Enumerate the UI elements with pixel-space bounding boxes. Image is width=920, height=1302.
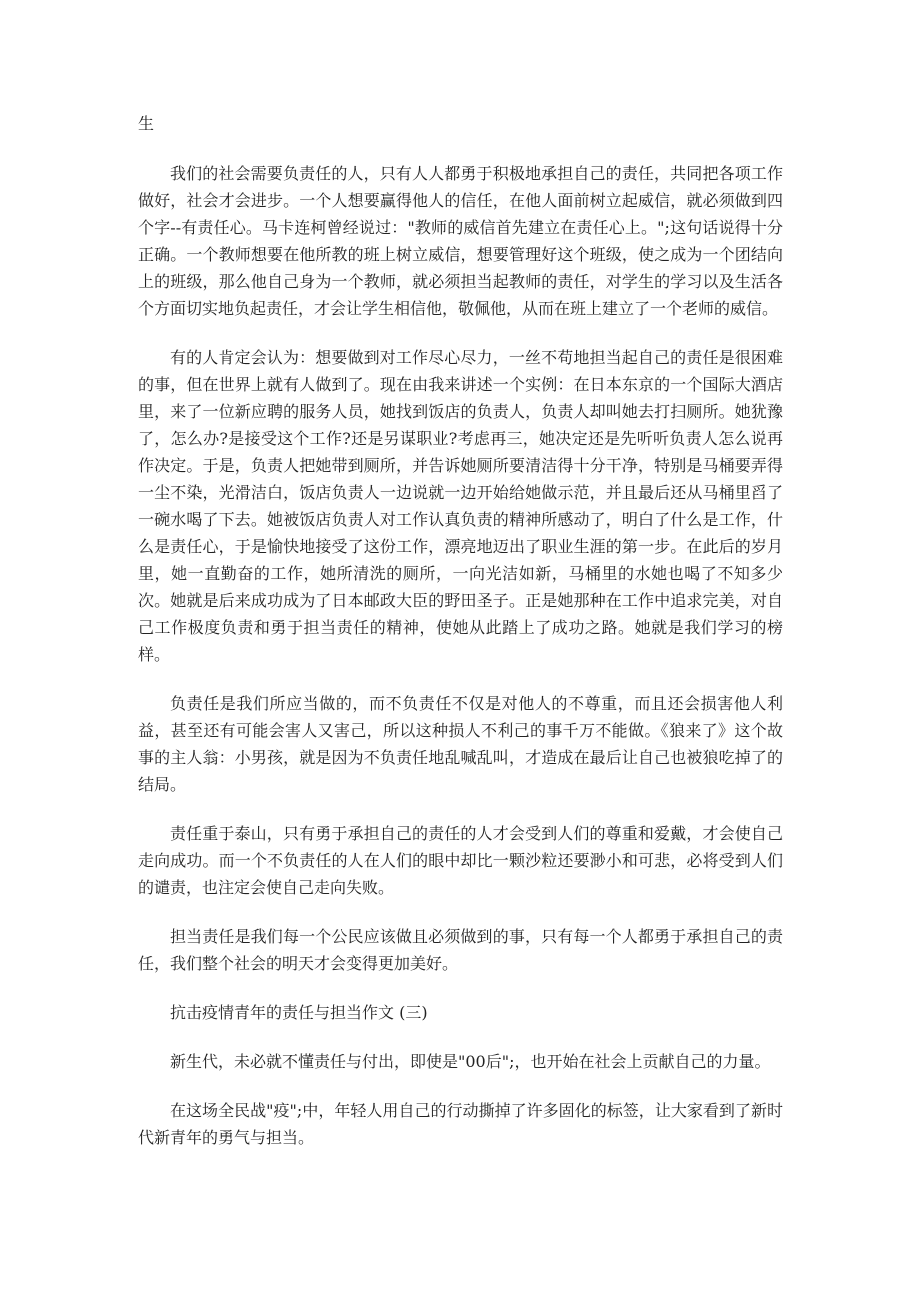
continued-fragment: 生 — [138, 114, 155, 133]
document-page — [138, 110, 783, 1173]
paragraph-teacher-authority: 我们的社会需要负责任的人，只有人人都勇于积极地承担自己的责任，共同把各项工作做好，社会才会进步。一个人想要赢得他人的信任，在他人面前树立起威信，就必须做到四个字--有责任心。马卡连柯曾经说过："教师的威信首先建立在责任心上。";这句话说得十分正确。一个教师想要在他所教的班上树立威信，想要管理好这个班级，使之成为一个团结向上的班级，那么他自己身为一个教师，就必须担当起教师的责任，对学生的学习以及生活各个方面切实地负起责任，才会让学生相信他，敬佩他，从而在班上建立了一个老师的威信。 — [138, 164, 783, 318]
paragraph-citizen-duty: 担当责任是我们每一个公民应该做且必须做到的事，只有每一个人都勇于承担自己的责任，我们整个社会的明天才会变得更加美好。 — [138, 927, 783, 973]
paragraph-cost-of-irresponsibility: 负责任是我们所应当做的，而不负责任不仅是对他人的不尊重，而且还会损害他人利益，甚至还有可能会害人又害己，所以这种损人不利己的事千万不能做。《狼来了》这个故事的主人翁：小男孩，就是因为不负责任地乱喊乱叫，才造成在最后让自己也被狼吃掉了的结局。 — [138, 694, 783, 794]
paragraph-new-generation: 新生代，未必就不懂责任与付出，即使是"00后";，也开始在社会上贡献自己的力量。 — [170, 1052, 771, 1071]
paragraph-noda-seiko-story: 有的人肯定会认为：想要做到对工作尽心尽力，一丝不苟地担当起自己的责任是很困难的事，但在世界上就有人做到了。现在由我来讲述一个实例：在日本东京的一个国际大酒店里，来了一位新应聘的服务人员，她找到饭店的负责人，负责人却叫她去打扫厕所。她犹豫了，怎么办?是接受这个工作?还是另谋职业?考虑再三，她决定还是先听听负责人怎么说再作决定。于是，负责人把她带到厕所，并告诉她厕所要清洁得十分干净，特别是马桶要弄得一尘不染，光滑洁白，饭店负责人一边说就一边开始给她做示范，并且最后还从马桶里舀了一碗水喝了下去。她被饭店负责人对工作认真负责的精神所感动了，明白了什么是工作，什么是责任心，于是愉快地接受了这份工作，漂亮地迈出了职业生涯的第一步。在此后的岁月里，她一直勤奋的工作，她所清洗的厕所，一向光洁如新，马桶里的水她也喝了不知多少次。她就是后来成功成为了日本邮政大臣的野田圣子。正是她那种在工作中追求完美，对自己工作极度负责和勇于担当责任的精神，使她从此踏上了成功之路。她就是我们学习的榜样。 — [138, 348, 783, 664]
paragraph-youth-courage: 在这场全民战"疫";中，年轻人用自己的行动撕掉了许多固化的标签，让大家看到了新时代新青年的勇气与担当。 — [138, 1101, 783, 1147]
paragraph-responsibility-weight: 责任重于泰山，只有勇于承担自己的责任的人才会受到人们的尊重和爱戴，才会使自己走向成功。而一个不负责任的人在人们的眼中却比一颗沙粒还要渺小和可悲，必将受到人们的谴责，也注定会使自己走向失败。 — [138, 824, 783, 897]
section-title: 抗击疫情青年的责任与担当作文 (三) — [170, 1003, 428, 1022]
